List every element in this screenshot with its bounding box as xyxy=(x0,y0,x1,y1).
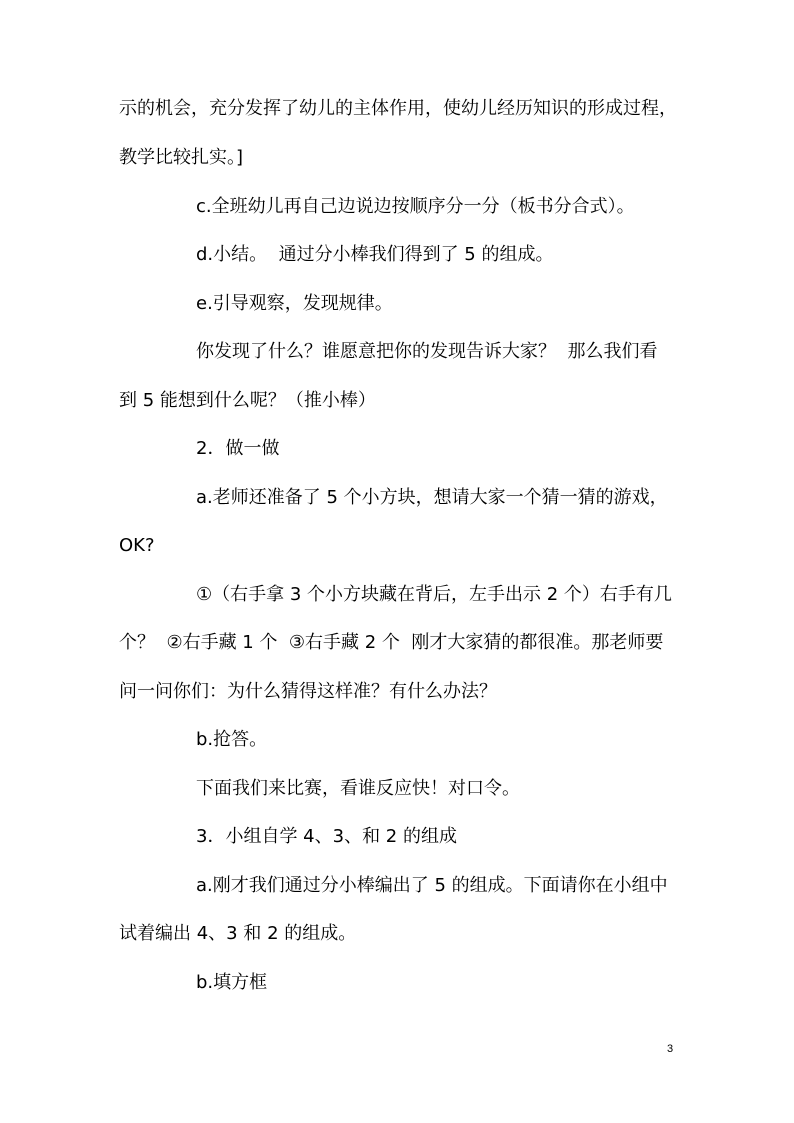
page-number: 3 xyxy=(667,1043,674,1055)
text-line: 3．小组自学 4、3、和 2 的组成 xyxy=(196,826,457,847)
text-line: 示的机会，充分发挥了幼儿的主体作用，使幼儿经历知识的形成过程， xyxy=(119,98,677,119)
text-line: 下面我们来比赛，看谁反应快！对口令。 xyxy=(196,778,520,799)
text-line: 个？ ②右手藏 1 个 ③右手藏 2 个 刚才大家猜的都很准。那老师要 xyxy=(119,632,664,653)
text-line: 2．做一做 xyxy=(196,438,280,459)
text-line: 到 5 能想到什么呢？（推小棒） xyxy=(119,390,376,411)
text-line: d.小结。 通过分小棒我们得到了 5 的组成。 xyxy=(196,244,554,265)
text-line: 试着编出 4、3 和 2 的组成。 xyxy=(119,923,357,944)
text-line: OK? xyxy=(119,535,155,556)
text-line: 问一问你们：为什么猜得这样准？有什么办法？ xyxy=(119,681,497,702)
text-line: a.老师还准备了 5 个小方块，想请大家一个猜一猜的游戏， xyxy=(196,487,668,508)
text-line: 你发现了什么？谁愿意把你的发现告诉大家？ 那么我们看 xyxy=(196,341,658,362)
text-line: b.填方框 xyxy=(196,972,268,993)
text-line: c.全班幼儿再自己边说边按顺序分一分（板书分合式）。 xyxy=(196,196,635,217)
text-line: a.刚才我们通过分小棒编出了 5 的组成。下面请你在小组中 xyxy=(196,875,668,896)
text-line: ①（右手拿 3 个小方块藏在背后，左手出示 2 个）右手有几 xyxy=(196,584,672,605)
text-line: 教学比较扎实。] xyxy=(119,147,244,168)
text-line: b.抢答。 xyxy=(196,729,268,750)
text-line: e.引导观察，发现规律。 xyxy=(196,293,393,314)
